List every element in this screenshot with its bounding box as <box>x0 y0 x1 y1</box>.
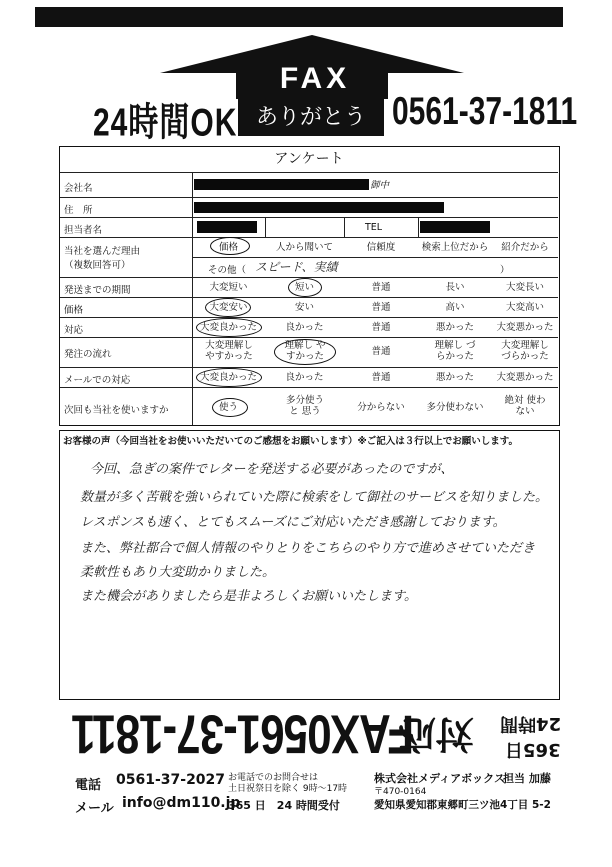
fax-word: FAX <box>279 62 351 95</box>
row-option: 大変悪かった <box>496 322 554 333</box>
address-label: 住 所 <box>64 205 93 216</box>
top-black-bar <box>35 7 563 27</box>
row-option: 短い <box>294 282 314 293</box>
selected-circle <box>196 368 262 387</box>
fax-number-upside-down: FAX0561-37-1811 <box>72 703 415 765</box>
phone-note-1: お電話でのお問合せは <box>228 773 319 783</box>
row-label: 価格 <box>64 305 84 316</box>
person-name: 担当 加藤 <box>503 772 551 785</box>
voice-line: 柔軟性もあり大変助かりました。 <box>80 565 276 580</box>
row-option: 多分使わない <box>426 402 484 413</box>
voice-line: レスポンスも速く、とてもスムーズにご対応いただき感謝しております。 <box>80 515 506 530</box>
voice-line: また、弊社都合で個人情報のやりとりをこちらのやり方で進めさせていただき <box>80 541 536 556</box>
row-label: メールでの対応 <box>64 375 131 386</box>
row-option: 大変安い <box>209 302 248 313</box>
row-option: 普通 <box>371 282 391 293</box>
row-option: 普通 <box>371 372 391 383</box>
mail-label: メール <box>75 801 114 816</box>
thanks-text: ありがとう <box>255 105 366 130</box>
row-label: 発注の流れ <box>64 349 112 360</box>
row-option: 大変理解し づらかった <box>501 340 549 362</box>
row-option: 使う <box>218 402 238 413</box>
voice-line: 今回、急ぎの案件でレターを発送する必要があったのですが、 <box>90 462 454 477</box>
row-option: 大変理解し やすかった <box>205 340 253 362</box>
company-name: 株式会社メディアボックス <box>374 772 506 785</box>
customer-voice-heading: お客様の声（今回当社をお使いいただいてのご感想をお願いします）※ご記入は３行以上でお願いします。 <box>63 436 518 447</box>
company-address: 愛知県愛知郡東郷町三ツ池4丁目 5-2 <box>374 799 551 811</box>
tel-number: 0561-37-2027 <box>116 772 226 788</box>
reason-other-close: ） <box>500 265 510 276</box>
reason-option: 紹介だから <box>501 242 549 253</box>
contact-redaction <box>197 221 257 233</box>
fax-number-header: 0561-37-1811 <box>392 90 578 133</box>
phone-note-2: 土日祝祭日を除く 9時〜17時 <box>228 784 348 794</box>
voice-line: また機会がありましたら是非よろしくお願いいたします。 <box>80 589 417 604</box>
tel-redaction <box>420 221 490 233</box>
selected-circle <box>288 278 322 297</box>
row-option: 多分使うと 思う <box>285 395 324 417</box>
selected-circle <box>212 398 248 417</box>
row-option: 良かった <box>285 372 324 383</box>
row-option: 理解し やすかった <box>284 340 326 362</box>
selected-circle <box>205 298 251 317</box>
reason-option: 信頼度 <box>366 242 396 253</box>
zip-code: 〒470-0164 <box>374 787 427 797</box>
row-option: 絶対 使わない <box>504 395 546 417</box>
fax-note: 365 日 24 時間受付 <box>228 799 340 812</box>
row-option: 普通 <box>371 302 391 313</box>
survey-form <box>59 146 560 426</box>
row-option: 大変高い <box>505 302 544 313</box>
reason-option: 検索上位だから <box>421 242 489 253</box>
tel-label: 電話 <box>75 778 102 793</box>
address-redaction <box>194 202 444 213</box>
selected-circle <box>196 318 262 337</box>
row-option: 理解し づらかった <box>434 340 476 362</box>
form-title: アンケート <box>274 151 344 167</box>
contact-label: 担当者名 <box>64 225 103 236</box>
row-label: 対応 <box>64 325 84 336</box>
selected-circle <box>274 339 336 365</box>
reason-other-handwriting: スピード、実績 <box>255 260 338 274</box>
company-suffix: 御中 <box>370 180 390 191</box>
tel-label: TEL <box>365 222 383 233</box>
row-option: 大変短い <box>209 282 248 293</box>
hours-label: 24時間OK <box>93 101 238 145</box>
row-option: 長い <box>445 282 465 293</box>
row-option: 悪かった <box>435 322 474 333</box>
taio-upside-down: 対応 <box>398 712 475 754</box>
row-option: 大変良かった <box>199 372 257 383</box>
voice-line: 数量が多く苦戦を強いられていた際に検索をして御社のサービスを知りました。 <box>80 490 549 505</box>
reason-other-label: その他（ <box>208 265 247 276</box>
selected-circle <box>210 237 250 255</box>
row-option: 良かった <box>285 322 324 333</box>
row-option: 安い <box>294 302 314 313</box>
company-redaction <box>194 179 369 190</box>
24h-upside-down: 24時間 <box>500 713 562 734</box>
reason-option: 価格 <box>218 242 238 253</box>
row-option: 分からない <box>357 402 405 413</box>
row-label: 発送までの期間 <box>64 285 131 296</box>
mail-address: info@dm110.jp <box>122 795 241 811</box>
row-option: 大変長い <box>505 282 544 293</box>
row-option: 大変悪かった <box>496 372 554 383</box>
row-option: 悪かった <box>435 372 474 383</box>
365d-upside-down: 365日 <box>505 739 561 760</box>
row-option: 高い <box>445 302 465 313</box>
reason-label-2: （複数回答可） <box>64 260 131 271</box>
row-option: 大変良かった <box>199 322 257 333</box>
row-option: 普通 <box>371 322 391 333</box>
reason-option: 人から聞いて <box>275 242 333 253</box>
reason-label-1: 当社を選んだ理由 <box>64 246 141 257</box>
company-label: 会社名 <box>64 183 93 194</box>
row-label: 次回も当社を使いますか <box>64 405 169 416</box>
row-option: 普通 <box>371 346 391 357</box>
